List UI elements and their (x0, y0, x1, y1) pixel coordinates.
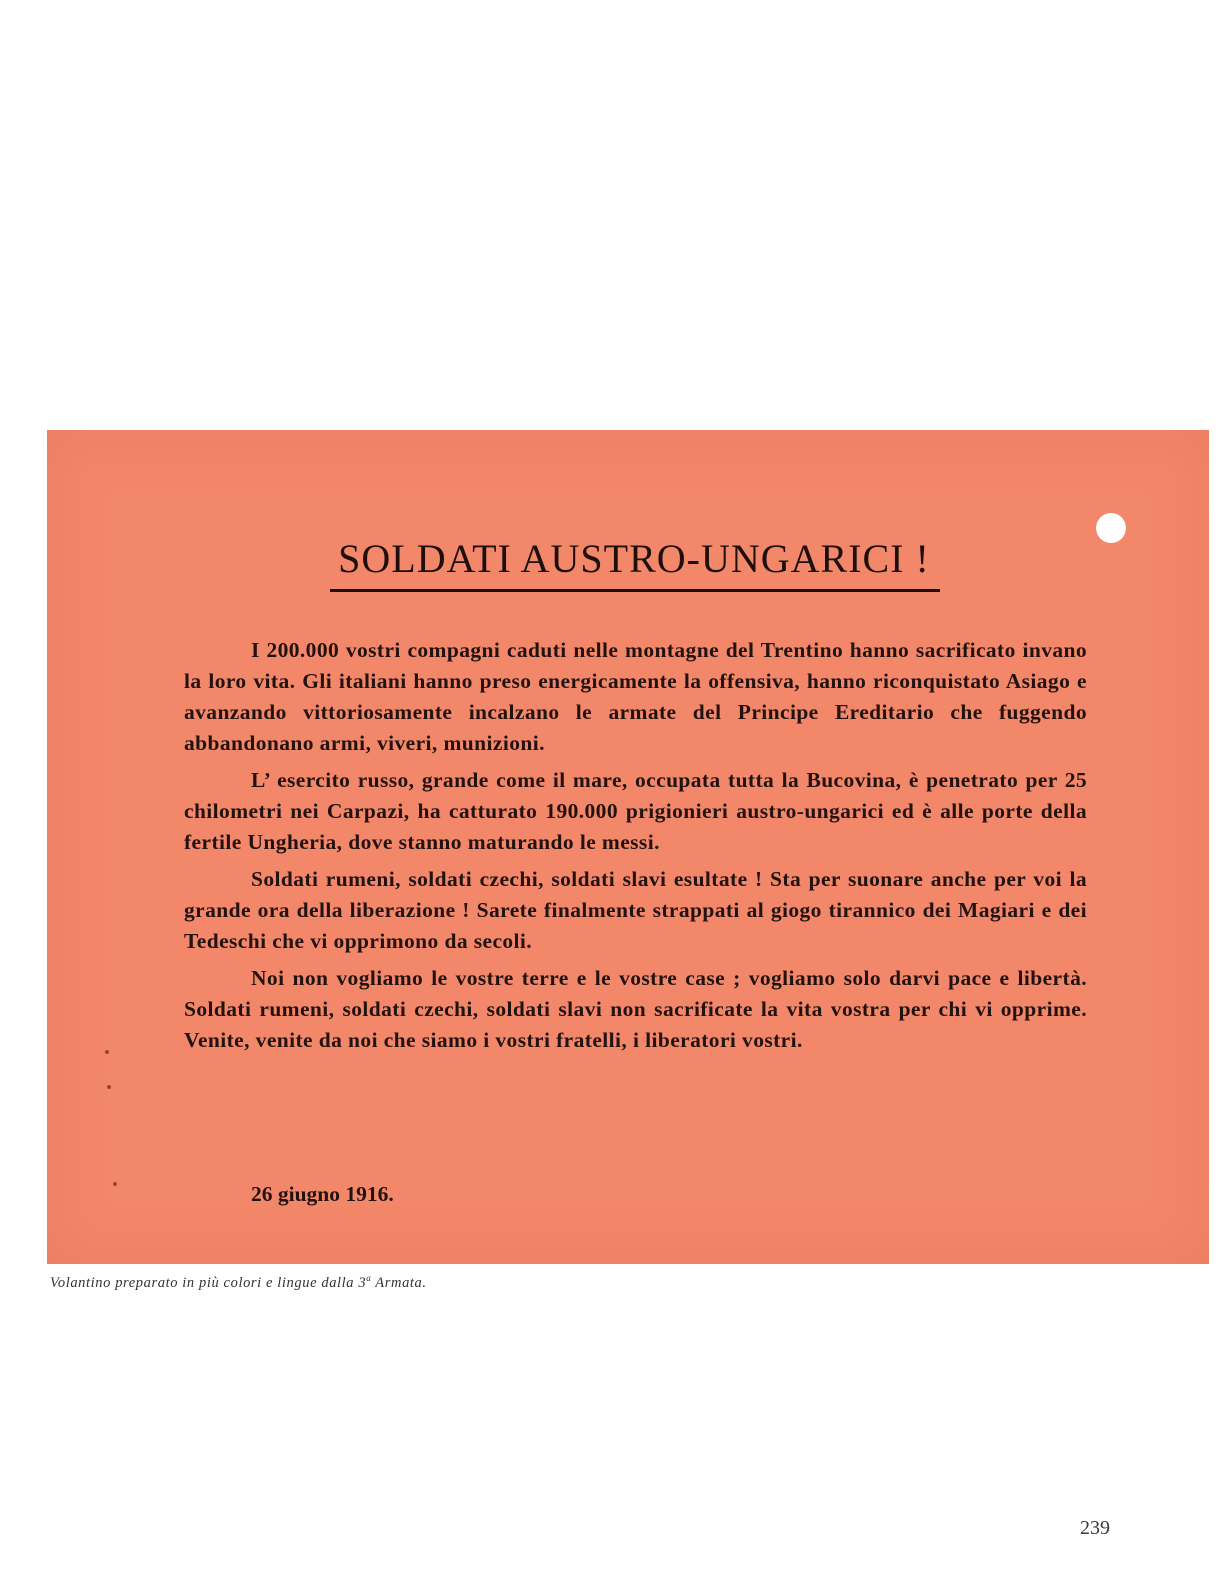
leaflet-paragraph: Soldati rumeni, soldati czechi, soldati slavi esultate ! Sta per suonare anche per voi la grande ora della liberazione ! Sarete finalmente strappati al giogo tirannico dei Magiari e dei Tedeschi che vi opprimono da secoli. (184, 867, 1087, 953)
paper-blemish (113, 1182, 117, 1186)
punch-hole (1096, 513, 1126, 543)
leaflet-paragraph: I 200.000 vostri compagni caduti nelle montagne del Trentino hanno sacrificato invano la loro vita. Gli italiani hanno preso energicamente la offensiva, hanno riconquistato Asiago e avanzando vittoriosamente incalzano le armate del Principe Ereditario che fuggendo abbandonano armi, viveri, munizioni. (184, 638, 1087, 755)
caption-text: Volantino preparato in più colori e lingue dalla 3 (50, 1274, 367, 1291)
propaganda-leaflet (47, 430, 1209, 1264)
paper-blemish (105, 1050, 109, 1054)
figure-caption (50, 1273, 427, 1292)
leaflet-date: 26 giugno 1916. (251, 1182, 394, 1206)
leaflet-paragraph: Noi non vogliamo le vostre terre e le vostre case ; vogliamo solo darvi pace e libertà. Soldati rumeni, soldati czechi, soldati slavi non sacrificate la vita vostra per chi vi opprime. Venite, venite da noi che siamo i vostri fratelli, i liberatori vostri. (184, 966, 1087, 1052)
leaflet-paragraph: L’ esercito russo, grande come il mare, occupata tutta la Bucovina, è penetrato per 25 chilometri nei Carpazi, ha catturato 190.000 prigionieri austro-ungarici ed è alle porte della fertile Ungheria, dove stanno maturando le messi. (184, 768, 1087, 854)
caption-superscript: a (366, 1273, 372, 1283)
leaflet-title: SOLDATI AUSTRO-UNGARICI ! (338, 536, 930, 581)
paper-blemish (107, 1085, 111, 1089)
leaflet-body (184, 635, 1087, 1062)
title-underline (330, 589, 940, 592)
page-number: 239 (1080, 1517, 1110, 1539)
caption-suffix: Armata. (371, 1274, 427, 1291)
